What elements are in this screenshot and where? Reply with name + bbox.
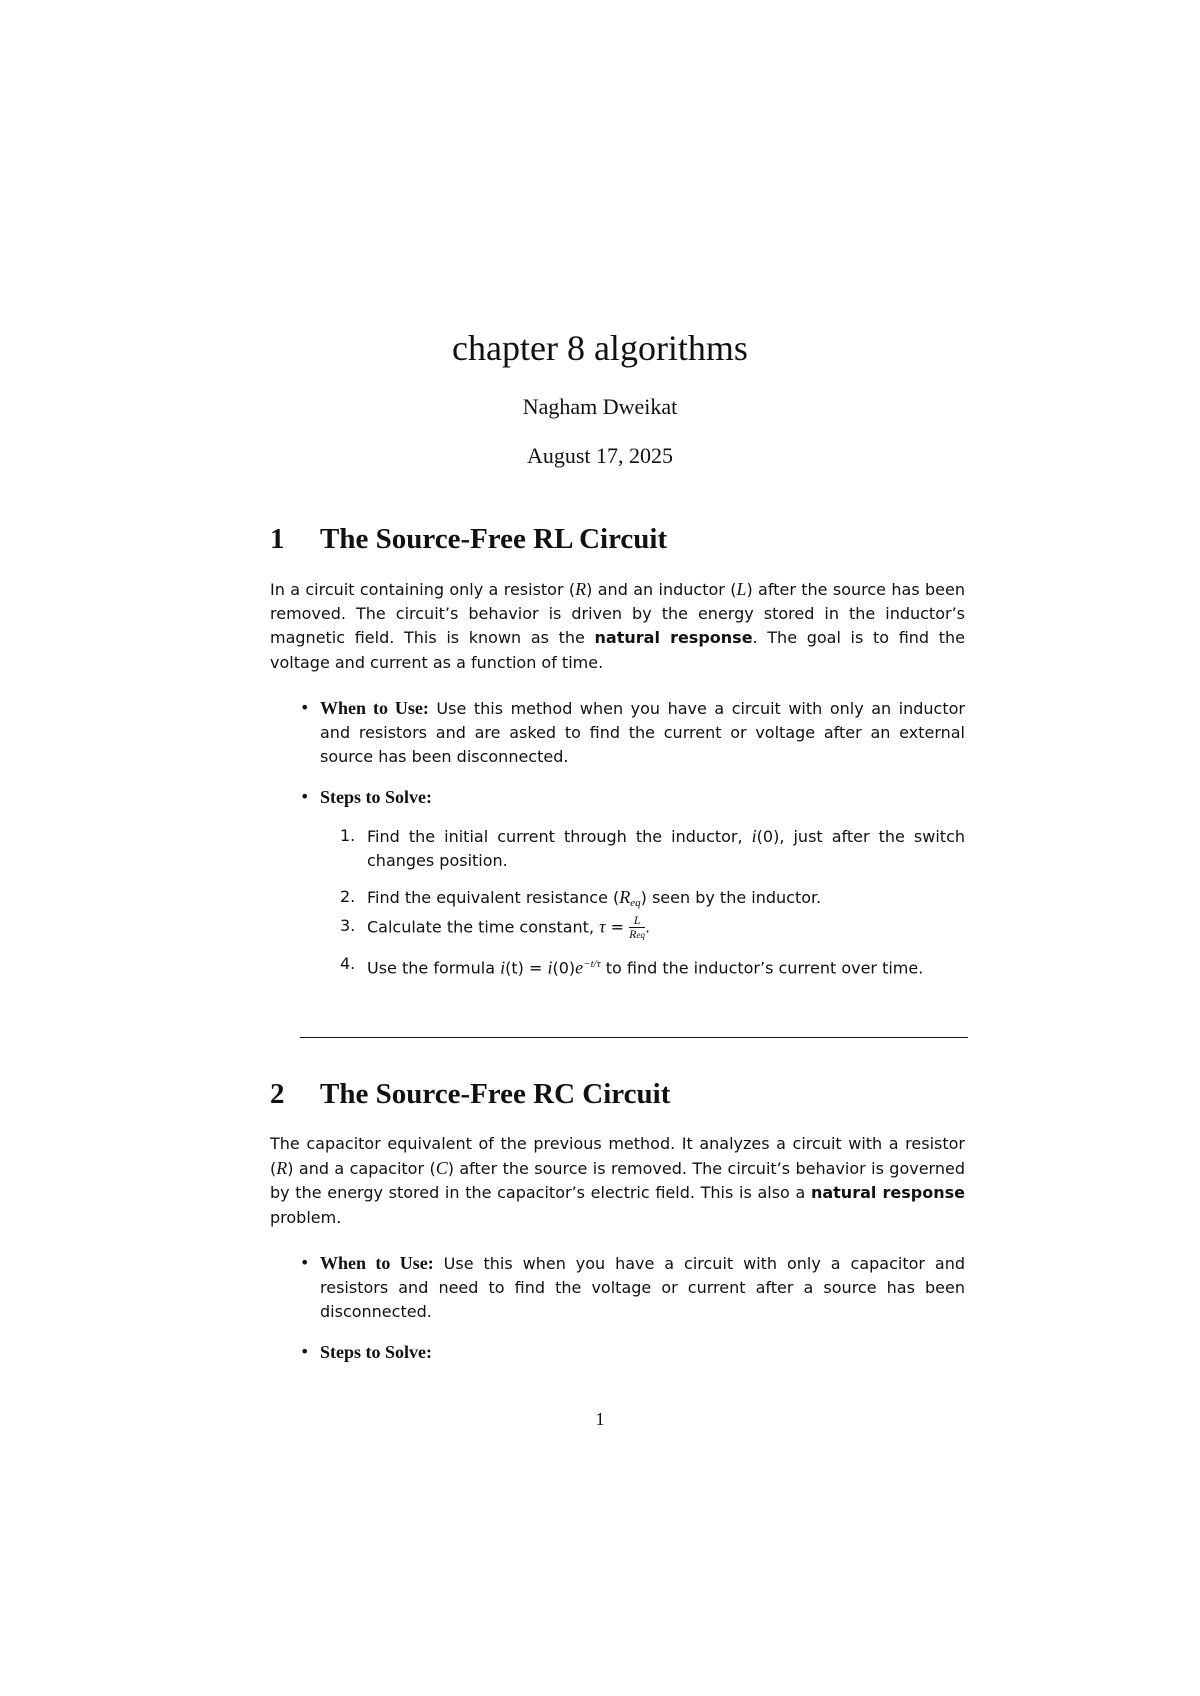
fraction-denominator [629, 928, 645, 942]
section-1-when-to-use [300, 696, 965, 770]
section-2-when-to-use [300, 1251, 965, 1325]
math-symbol: R [629, 927, 637, 941]
intro-text: The capacitor equivalent of the previous method. It analyzes a circuit with a resistor ( [270, 1134, 965, 1179]
step-text: Use the formula [367, 958, 501, 978]
section-1-number: 1 [270, 523, 285, 555]
section-divider [300, 1037, 968, 1038]
math-subscript: eq [636, 930, 645, 940]
step-number: 2. [340, 887, 356, 906]
bullet-label: Steps to Solve: [320, 787, 432, 807]
math-arg: (t) [505, 958, 524, 978]
section-2-title: The Source-Free RC Circuit [320, 1078, 671, 1110]
bullet-label: When to Use: [320, 1253, 434, 1273]
section-1-step-2 [340, 885, 965, 915]
math-symbol: R [575, 579, 587, 599]
math-exponent: −t/τ [583, 958, 601, 970]
step-text: Calculate the time constant, [367, 917, 600, 937]
step-text: Find the equivalent resistance ( [367, 888, 620, 907]
section-1-step-4 [340, 952, 965, 981]
step-text: , just after the switch changes position. [367, 827, 966, 871]
bullet-label: Steps to Solve: [320, 1342, 432, 1362]
document-date: August 17, 2025 [526, 443, 674, 468]
section-1-step-1 [340, 824, 965, 873]
step-number: 3. [340, 916, 356, 935]
section-2-steps-label [300, 1340, 965, 1365]
section-1-heading [270, 522, 667, 556]
math-symbol: e [575, 957, 584, 978]
step-number: 1. [340, 826, 356, 845]
bullet-text: Use this when you have a circuit with only a capacitor and resistors and need to find the voltage or current after a source has been disconnected. [320, 1254, 966, 1322]
math-operator: = [605, 917, 630, 937]
bullet-icon: • [300, 1342, 310, 1361]
intro-text: In a circuit containing only a resistor ( [270, 580, 576, 599]
intro-text: ) and an inductor ( [586, 580, 737, 599]
section-1-title: The Source-Free RL Circuit [320, 523, 668, 555]
math-symbol: R [619, 887, 631, 907]
intro-text: . The goal is to find the voltage and current as a function of time. [270, 628, 965, 672]
math-symbol: i [751, 826, 757, 846]
math-arg: (0) [756, 827, 780, 846]
section-2-intro [270, 1132, 965, 1230]
step-number: 4. [340, 954, 356, 973]
intro-text: ) and a capacitor ( [287, 1159, 436, 1179]
document-title: chapter 8 algorithms [452, 328, 748, 368]
intro-text: ) after the source has been removed. The circuit’s behavior is driven by the energy stored in the inductor’s magnetic field. This is known as the [270, 580, 965, 648]
math-symbol: L [736, 579, 747, 599]
bullet-label: When to Use: [320, 698, 429, 718]
bold-term: natural response [810, 1183, 965, 1203]
math-subscript: eq [630, 897, 641, 909]
intro-text: ) after the source is removed. The circuit’s behavior is governed by the energy stored in the capacitor’s electric field. This is also a [270, 1159, 965, 1203]
section-2-number: 2 [270, 1078, 285, 1110]
math-arg: (0) [552, 958, 576, 978]
bold-term: natural response [594, 628, 753, 648]
step-text: to find the inductor’s current over time. [600, 958, 924, 978]
step-text: . [645, 917, 651, 937]
document-author: Nagham Dweikat [522, 394, 678, 419]
math-symbol: C [435, 1158, 448, 1179]
fraction [629, 914, 645, 942]
math-symbol: R [276, 1158, 288, 1179]
section-1-steps-label [300, 785, 965, 810]
math-symbol: i [547, 957, 553, 978]
bullet-text: Use this method when you have a circuit with only an inductor and resistors and are asked to find the current or voltage after an external source has been disconnected. [320, 699, 965, 767]
section-1-intro [270, 577, 965, 675]
bullet-icon: • [300, 1253, 310, 1272]
bullet-icon: • [300, 787, 310, 806]
intro-text: problem. [270, 1207, 342, 1227]
section-2-heading [270, 1077, 670, 1111]
section-1-step-3 [340, 914, 965, 942]
step-text: Find the initial current through the inductor, [367, 827, 752, 846]
page-number: 1 [595, 1409, 605, 1429]
step-text: ) seen by the inductor. [640, 888, 822, 907]
bullet-icon: • [300, 698, 310, 717]
math-symbol: i [500, 957, 506, 978]
fraction-numerator: L [629, 914, 645, 928]
math-operator: = [523, 958, 548, 978]
math-symbol: τ [599, 916, 606, 937]
